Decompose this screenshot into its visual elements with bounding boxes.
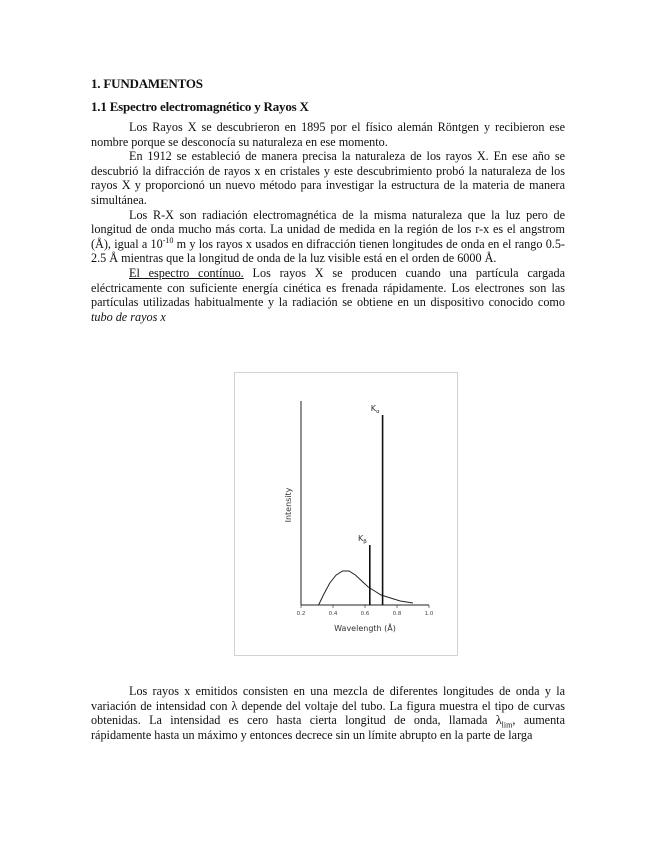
wavelength-text-b: m y los rayos x usados en difracción tienen longitudes de onda en el rango 0.5-2.5 Å mientras que la longitud de onda de la luz visible está en el orden de 6000 Å. [91,236,565,266]
spectrum-chart [235,373,459,657]
wavelength-text-a: Los R-X son radiación electromagnética de la misma naturaleza que la luz pero de longitud de onda mucho más corta. La unidad de medida en la región de los r-x es el angstrom (Å), igual a 10 [91,207,565,251]
subsection-heading: 1.1 Espectro electromagnético y Rayos X [91,99,309,114]
closing-text [91,684,565,742]
paragraph-continuous-spectrum [91,266,565,324]
x-tick-label-1: 0.4 [328,611,338,617]
x-axis-label: Wavelength (Å) [334,624,396,633]
emission-text-a: Los rayos x emitidos consisten en una mezcla de diferentes longitudes de onda y la variación de intensidad con [91,684,565,713]
x-tick-label-0: 0.2 [296,611,306,617]
y-axis-label: Intensity [284,487,293,523]
paragraph-emission [91,684,565,742]
exponent: -10 [162,235,174,245]
x-tick-label-2: 0.6 [360,611,370,617]
peak-label-0: $K_\beta$ [358,534,367,545]
section-heading: 1. FUNDAMENTOS [91,76,203,91]
lambda-lim-symbol: λ [495,713,502,728]
series-line-0 [319,571,413,605]
continuous-text: Los rayos X se producen cuando una partícula cargada eléctricamente con suficiente energía cinética es frenada rápidamente. Los electrones son las partículas utilizadas habitualmente y la radiación se obtiene en un dispositivo conocido como [91,265,565,310]
peak-label-subscript-0: β [363,539,367,545]
intro-text [91,120,565,324]
lambda-symbol: λ [231,698,238,713]
peak-label-subscript-1: α [375,409,380,415]
italic-term: tubo de rayos x [91,309,166,324]
peak-label-1: $K_\alpha$ [370,404,380,415]
paragraph-discovery: Los Rayos X se descubrieron en 1895 por el físico alemán Röntgen y recibieron ese nombre porque se desconocía su naturaleza en ese momento. [91,120,565,149]
emission-text-b: depende del voltaje del tubo. La figura muestra el tipo de curvas obtenidas. La intensidad es cero hasta cierta longitud de onda, llamada [91,698,565,728]
x-tick-label-3: 0.8 [392,611,402,617]
x-tick-label-4: 1.0 [424,611,434,617]
paragraph-1912: En 1912 se estableció de manera precisa la naturaleza de los rayos X. En ese año se descubrió la difracción de rayos x en cristales y este descubrimiento probó la naturaleza de los rayos X y proporcionó un nuevo método para investigar la estructura de la materia de manera simultánea. [91,149,565,207]
xray-spectrum-figure [234,372,458,656]
underlined-term: El espectro contínuo. [129,265,244,280]
emission-text-c: , aumenta rápidamente hasta un máximo y entonces decrece sin un límite abrupto en la parte de larga [91,713,565,742]
paragraph-wavelength [91,208,565,266]
lim-subscript: lim [501,720,513,730]
